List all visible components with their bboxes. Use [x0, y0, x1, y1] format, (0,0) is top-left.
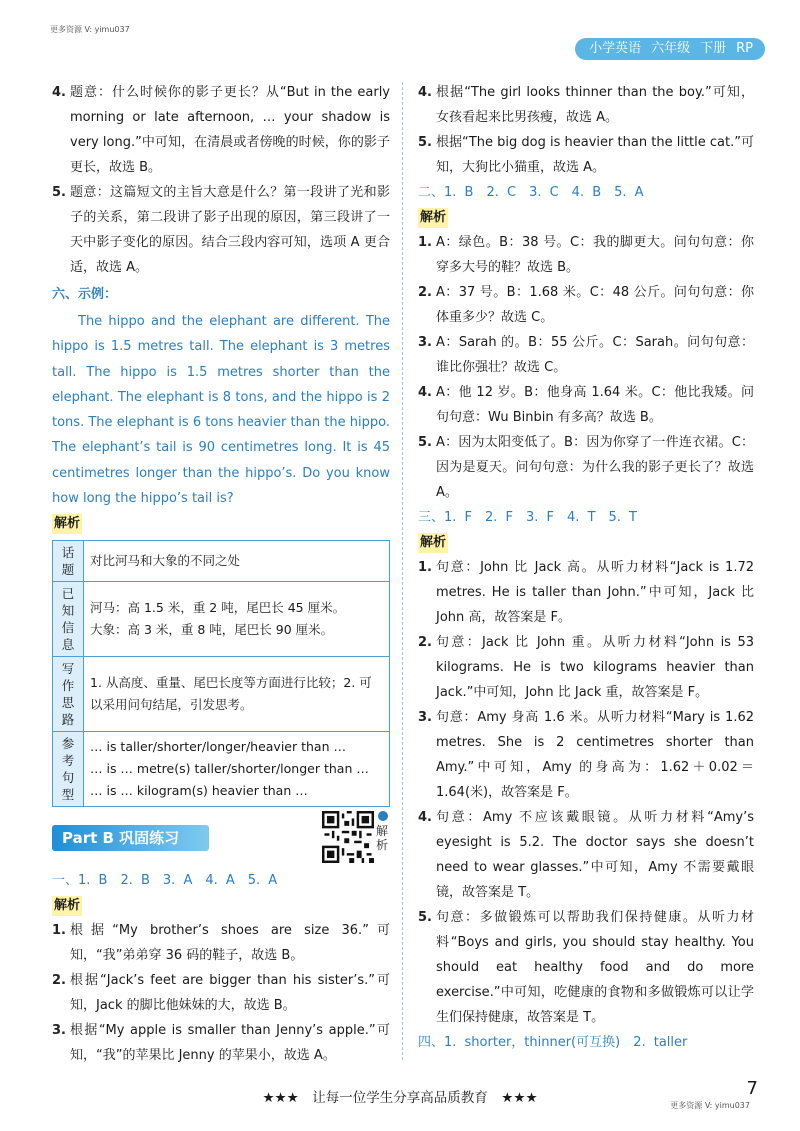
qr-code-icon[interactable] [322, 811, 374, 863]
watermark-text: 更多资源 V: yimu037 [670, 1101, 750, 1110]
answer-item: 3. 句意：Amy 身高 1.6 米。从听力材料“Mary is 1.62 metres. She is 2 centimetres shorter than Amy.”中可知，Amy 的身高为：1.62＋0.02＝1.64(米)，故答案是 F。 [418, 710, 754, 800]
badge-subject: 小学英语 [589, 41, 642, 56]
section-two-answers: 二、1. B 2. C 3. C 4. B 5. A [418, 185, 644, 200]
table-value: 对比河马和大象的不同之处 [84, 541, 390, 582]
table-key: 参考句型 [53, 732, 84, 807]
badge-volume: 下册 [700, 41, 727, 56]
answer-item: 4. 根据“The girl looks thinner than the boy.”可知，女孩看起来比男孩瘦，故选 A。 [418, 85, 754, 125]
answer-item: 2. 根据“Jack’s feet are bigger than his sister’s.”可知，Jack 的脚比他妹妹的大，故选 B。 [52, 973, 390, 1014]
answer-item: 1. 根据“My brother’s shoes are size 36.”可知，“我”弟弟穿 36 码的鞋子，故选 B。 [52, 923, 390, 964]
answer-item: 5. 句意：多做锻炼可以帮助我们保持健康。从听力材料“Boys and girls, you should stay healthy. You should eat healthy food and do more exercise.”中可知，吃健康的食物和多做锻炼可以让学生们保持健康，故答案是 T。 [418, 910, 754, 1025]
part-b-title: Part B 巩固练习 [52, 825, 209, 851]
analysis-label: 解析 [52, 896, 82, 916]
qr-analysis-label: 解析 [376, 824, 389, 852]
answer-item: 5. 题意：这篇短文的主旨大意是什么？第一段讲了光和影子的关系，第二段讲了影子出现的原因，第三段讲了一天中影子变化的原因。结合三段内容可知，选项 A 更合适，故选 A。 [52, 185, 390, 275]
table-value: … is taller/shorter/longer/heavier than … … is … metre(s) taller/shorter/longer than … … is … kilogram(s) heavier than … [84, 732, 390, 807]
answer-item: 3. A：Sarah 的。B：55 公斤。C：Sarah。问句句意：谁比你强壮？故选 C。 [418, 335, 754, 375]
left-column [52, 80, 390, 1068]
sample-essay: The hippo and the elephant are different. The hippo is 1.5 metres tall. The elephant is 3 metres tall. The hippo is 1.5 metres shorter than the elephant. The elephant is 8 tons, and the hippo is 2 tons. The elephant is 6 tons heavier than the hippo. The elephant’s tail is 90 centimetres long. It is 45 centimetres longer than the hippo’s. Do you know how long the hippo’s tail is? [52, 314, 390, 507]
answer-item: 2. A：37 号。B：1.68 米。C：48 公斤。问句句意：你体重多少？故选 C。 [418, 285, 754, 325]
badge-edition: RP [736, 41, 753, 56]
right-column [418, 80, 754, 1055]
page-number: 7 [746, 1078, 758, 1099]
watermark-text: 更多资源 V: yimu037 [50, 25, 130, 34]
writing-tip-table [52, 540, 390, 807]
answer-item: 1. A：绿色。B：38 号。C：我的脚更大。问句句意：你穿多大号的鞋？故选 B。 [418, 235, 754, 275]
answer-item: 4. A：他 12 岁。B：他身高 1.64 米。C：他比我矮。问句句意：Wu Binbin 有多高？故选 B。 [418, 385, 754, 425]
answer-item: 4. 句意：Amy 不应该戴眼镜。从听力材料“Amy’s eyesight is 5.2. The doctor says she doesn’t need to wear glasses.”中可知，Amy 不需要戴眼镜，故答案是 T。 [418, 810, 754, 900]
analysis-label: 解析 [52, 514, 82, 534]
section-four-answers: 四、1. shorter，thinner(可互换) 2. taller [418, 1035, 688, 1050]
footer-slogan: ★★★ 让每一位学生分享高品质教育 ★★★ [262, 1090, 538, 1106]
answer-item: 5. 根据“The big dog is heavier than the little cat.”可知，大狗比小猫重，故选 A。 [418, 135, 754, 175]
analysis-label: 解析 [418, 208, 448, 228]
analysis-label: 解析 [418, 533, 448, 553]
table-key: 写作思路 [53, 657, 84, 732]
section-one-answers: 一、1. B 2. B 3. A 4. A 5. A [52, 873, 278, 889]
section-three-answers: 三、1. F 2. F 3. F 4. T 5. T [418, 510, 637, 525]
book-badge [575, 38, 765, 60]
section-six-label: 六、示例： [52, 287, 118, 302]
table-key: 已知信息 [53, 582, 84, 657]
column-divider [402, 82, 403, 1060]
answer-item: 2. 句意：Jack 比 John 重。从听力材料“John is 53 kilograms. He is two kilograms heavier than Jack.”中可知，John 比 Jack 重，故答案是 F。 [418, 635, 754, 700]
answer-item: 1. 句意：John 比 Jack 高。从听力材料“Jack is 1.72 metres. He is taller than John.”中可知，Jack 比 John 高，故答案是 F。 [418, 560, 754, 625]
badge-grade: 六年级 [651, 41, 691, 56]
play-icon[interactable] [378, 811, 388, 821]
table-key: 话题 [53, 541, 84, 582]
answer-item: 5. A：因为太阳变低了。B：因为你穿了一件连衣裙。C：因为是夏天。问句句意：为什么我的影子更长了？故选 A。 [418, 435, 754, 500]
table-value: 1. 从高度、重量、尾巴长度等方面进行比较；2. 可以采用问句结尾，引发思考。 [84, 657, 390, 732]
answer-item: 4. 题意：什么时候你的影子更长？从“But in the early morning or late afternoon, … your shadow is very long.”中可知，在清晨或者傍晚的时候，你的影子更长，故选 B。 [52, 85, 390, 175]
table-value: 河马：高 1.5 米，重 2 吨，尾巴长 45 厘米。 大象：高 3 米，重 8 吨，尾巴长 90 厘米。 [84, 582, 390, 657]
answer-item: 3. 根据“My apple is smaller than Jenny’s apple.”可知，“我”的苹果比 Jenny 的苹果小，故选 A。 [52, 1023, 390, 1064]
